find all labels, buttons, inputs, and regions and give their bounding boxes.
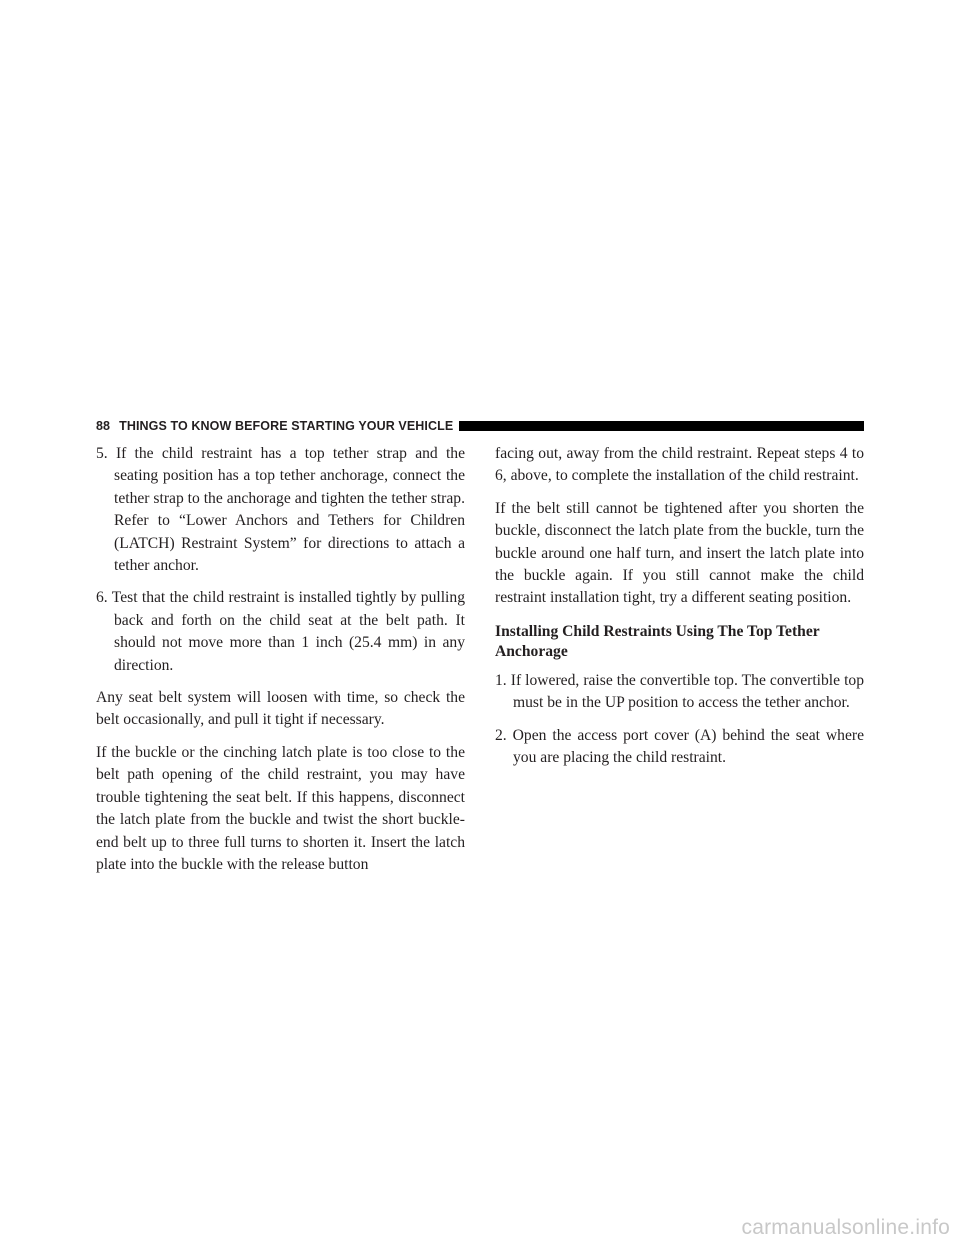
item-number: 6. bbox=[96, 589, 108, 607]
item-number: 5. bbox=[96, 445, 108, 462]
page-header bbox=[96, 416, 864, 436]
right-column bbox=[495, 443, 864, 779]
watermark: carmanualsonline.info bbox=[741, 1216, 950, 1239]
section-title: THINGS TO KNOW BEFORE STARTING YOUR VEHICLE bbox=[119, 419, 454, 433]
list-item-6 bbox=[96, 587, 465, 677]
item-text: If the child restraint has a top tether strap and the seating position has a top tether anchorage, connect the tether strap to the anchorage and tighten the tether strap. Refer to “Lower Anchors and Tethers for Children (LATCH) Restraint System” for directions to attach a tether anchor. bbox=[114, 445, 465, 575]
list-item-5 bbox=[96, 443, 465, 577]
item-text: Open the access port cover (A) behind the seat where you are placing the child restraint. bbox=[512, 726, 864, 767]
paragraph-belt-loosen: Any seat belt system will loosen with time, so check the belt occasionally, and pull it tight if necessary. bbox=[96, 689, 465, 729]
left-column bbox=[96, 443, 465, 886]
list-item-1 bbox=[495, 670, 864, 715]
paragraph-buckle-close: If the buckle or the cinching latch plate is too close to the belt path opening of the child restraint, you may have trouble tightening the seat belt. If this happens, disconnect the latch plate from the buckle and twist the short buckle-end belt up to three full turns to shorten it. Insert the latch plate into the buckle with the release button bbox=[96, 743, 465, 873]
subheading-top-tether: Installing Child Restraints Using The Top Tether Anchorage bbox=[495, 622, 820, 660]
paragraph-continued: facing out, away from the child restraint. Repeat steps 4 to 6, above, to complete the installation of the child restraint. bbox=[495, 445, 864, 485]
list-item-2 bbox=[495, 725, 864, 770]
page-number: 88 bbox=[96, 419, 111, 433]
paragraph-belt-tighten: If the belt still cannot be tightened after you shorten the buckle, disconnect the latch plate from the buckle, turn the buckle around one half turn, and insert the latch plate into the buckle again. If you still cannot make the child restraint installation tight, try a different seating position. bbox=[495, 499, 864, 607]
header-rule bbox=[459, 421, 864, 431]
item-number: 1. bbox=[495, 671, 507, 689]
item-text: Test that the child restraint is installed tightly by pulling back and forth on the child seat at the belt path. It should not move more than 1 inch (25.4 mm) in any direction. bbox=[111, 589, 465, 674]
item-number: 2. bbox=[495, 726, 507, 744]
item-text: If lowered, raise the convertible top. The convertible top must be in the UP position to access the tether anchor. bbox=[510, 671, 864, 712]
